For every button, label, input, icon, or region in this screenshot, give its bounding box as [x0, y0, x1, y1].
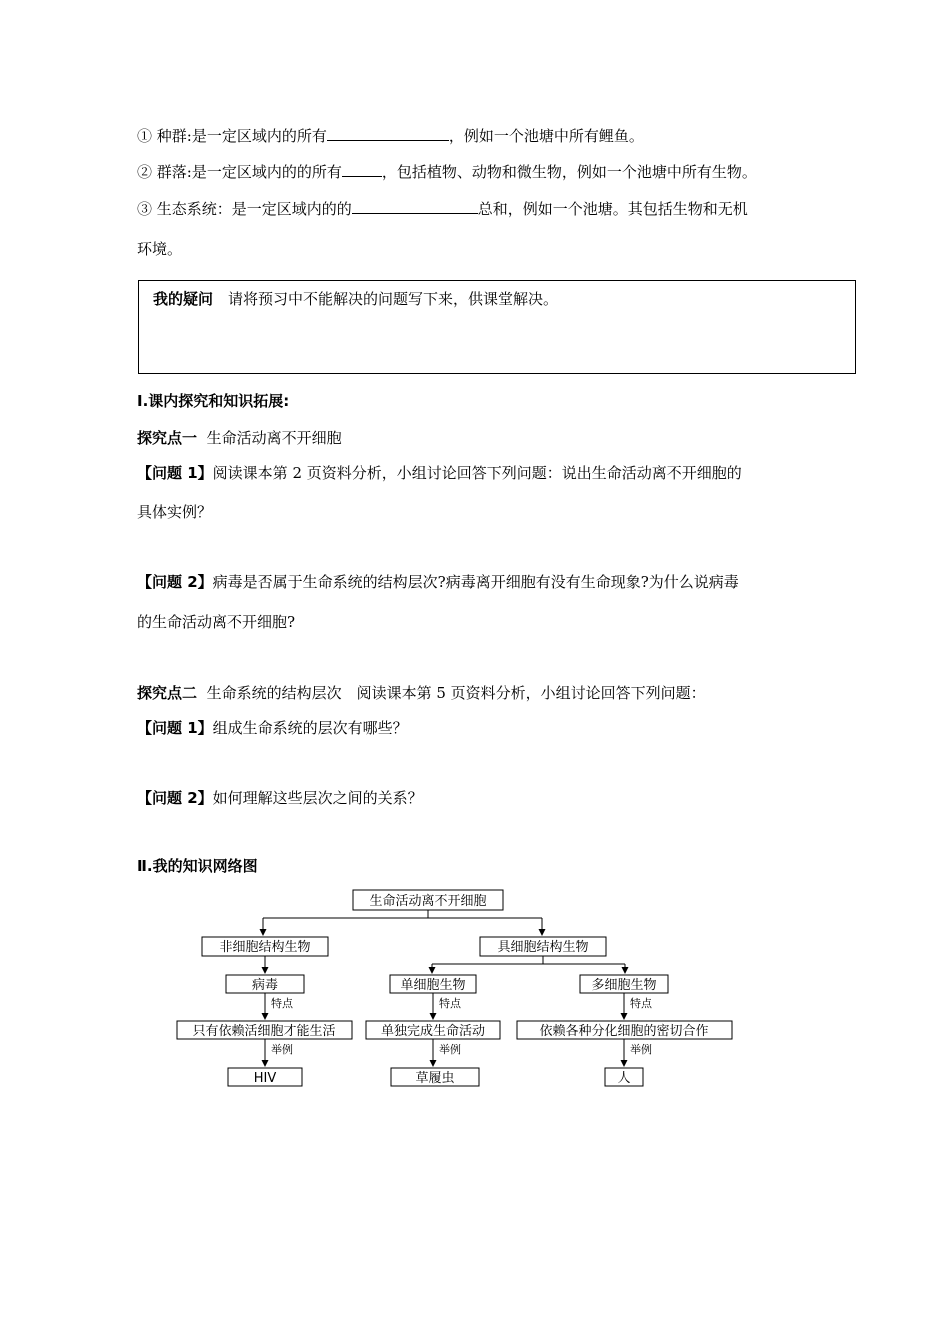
point2-title: 生命系统的结构层次 阅读课本第 5 页资料分析，小组讨论回答下列问题： [206, 684, 706, 702]
non-cellular-label: 非细胞结构生物 [219, 940, 311, 955]
question-box[interactable] [138, 280, 856, 374]
definition-continuation: 环境。 [137, 240, 183, 258]
point1-question2-cont: 的生命活动离不开细胞? [137, 613, 296, 631]
feature-label: 特点 [271, 997, 293, 1010]
definition-text: ，例如一个池塘中所有鲤鱼。 [448, 127, 644, 145]
fill-blank[interactable] [342, 162, 382, 177]
unicellular-label: 单细胞生物 [400, 978, 466, 993]
definition-ecosystem [137, 199, 748, 219]
multi-feature-label: 依赖各种分化细胞的密切合作 [539, 1024, 709, 1039]
fill-blank[interactable] [327, 126, 449, 141]
definition-text: ① 种群:是一定区域内的所有 [137, 127, 327, 145]
point1-question1 [137, 463, 742, 483]
feature-label: 特点 [630, 997, 652, 1010]
uni-example-label: 草履虫 [415, 1071, 455, 1086]
definition-text: ，包括植物、动物和微生物，例如一个池塘中所有生物。 [381, 163, 757, 181]
question-label: 【问题 2】 [137, 789, 213, 807]
example-label: 举例 [439, 1043, 461, 1056]
definition-text: ③ 生态系统：是一定区域内的的 [137, 200, 352, 218]
virus-label: 病毒 [251, 978, 279, 993]
point1-heading [137, 428, 342, 448]
definition-population [137, 126, 644, 146]
definition-text: ② 群落:是一定区域内的的所有 [137, 163, 342, 181]
definition-text: 总和，例如一个池塘。其包括生物和无机 [477, 200, 748, 218]
question-text: 组成生命系统的层次有哪些？ [212, 719, 408, 737]
section1-heading: Ⅰ.课内探究和知识拓展: [137, 392, 290, 410]
example-label: 举例 [630, 1043, 652, 1056]
point2-question1 [137, 718, 408, 738]
question-text: 如何理解这些层次之间的关系？ [212, 789, 423, 807]
question-label: 【问题 1】 [137, 464, 213, 482]
question-label: 【问题 2】 [137, 573, 213, 591]
example-label: 举例 [271, 1043, 293, 1056]
fill-blank[interactable] [352, 199, 478, 214]
point2-heading [137, 683, 706, 703]
question-label: 【问题 1】 [137, 719, 213, 737]
definition-community [137, 162, 757, 182]
point1-question1-cont: 具体实例？ [137, 503, 213, 521]
multicellular-label: 多细胞生物 [591, 978, 657, 993]
virus-feature-label: 只有依赖活细胞才能生活 [192, 1024, 336, 1039]
question-box-text: 请将预习中不能解决的问题写下来，供课堂解决。 [228, 290, 559, 308]
feature-label: 特点 [439, 997, 461, 1010]
question-box-title: 我的疑问 [153, 290, 214, 308]
knowledge-network-diagram [170, 884, 750, 1094]
point1-label: 探究点一 [137, 429, 198, 447]
point2-label: 探究点二 [137, 684, 198, 702]
question-text: 病毒是否属于生命系统的结构层次?病毒离开细胞有没有生命现象?为什么说病毒 [212, 573, 739, 591]
point2-question2 [137, 788, 423, 808]
question-box-content [153, 289, 558, 309]
multi-example-label: 人 [617, 1071, 631, 1086]
virus-example-label: HIV [253, 1071, 277, 1086]
root-label: 生命活动离不开细胞 [369, 894, 487, 909]
point1-question2 [137, 572, 739, 592]
point1-title: 生命活动离不开细胞 [206, 429, 342, 447]
uni-feature-label: 单独完成生命活动 [380, 1024, 486, 1039]
section2-heading: Ⅱ.我的知识网络图 [137, 857, 258, 875]
question-text: 阅读课本第 2 页资料分析，小组讨论回答下列问题：说出生命活动离不开细胞的 [212, 464, 742, 482]
cellular-label: 具细胞结构生物 [497, 940, 589, 955]
